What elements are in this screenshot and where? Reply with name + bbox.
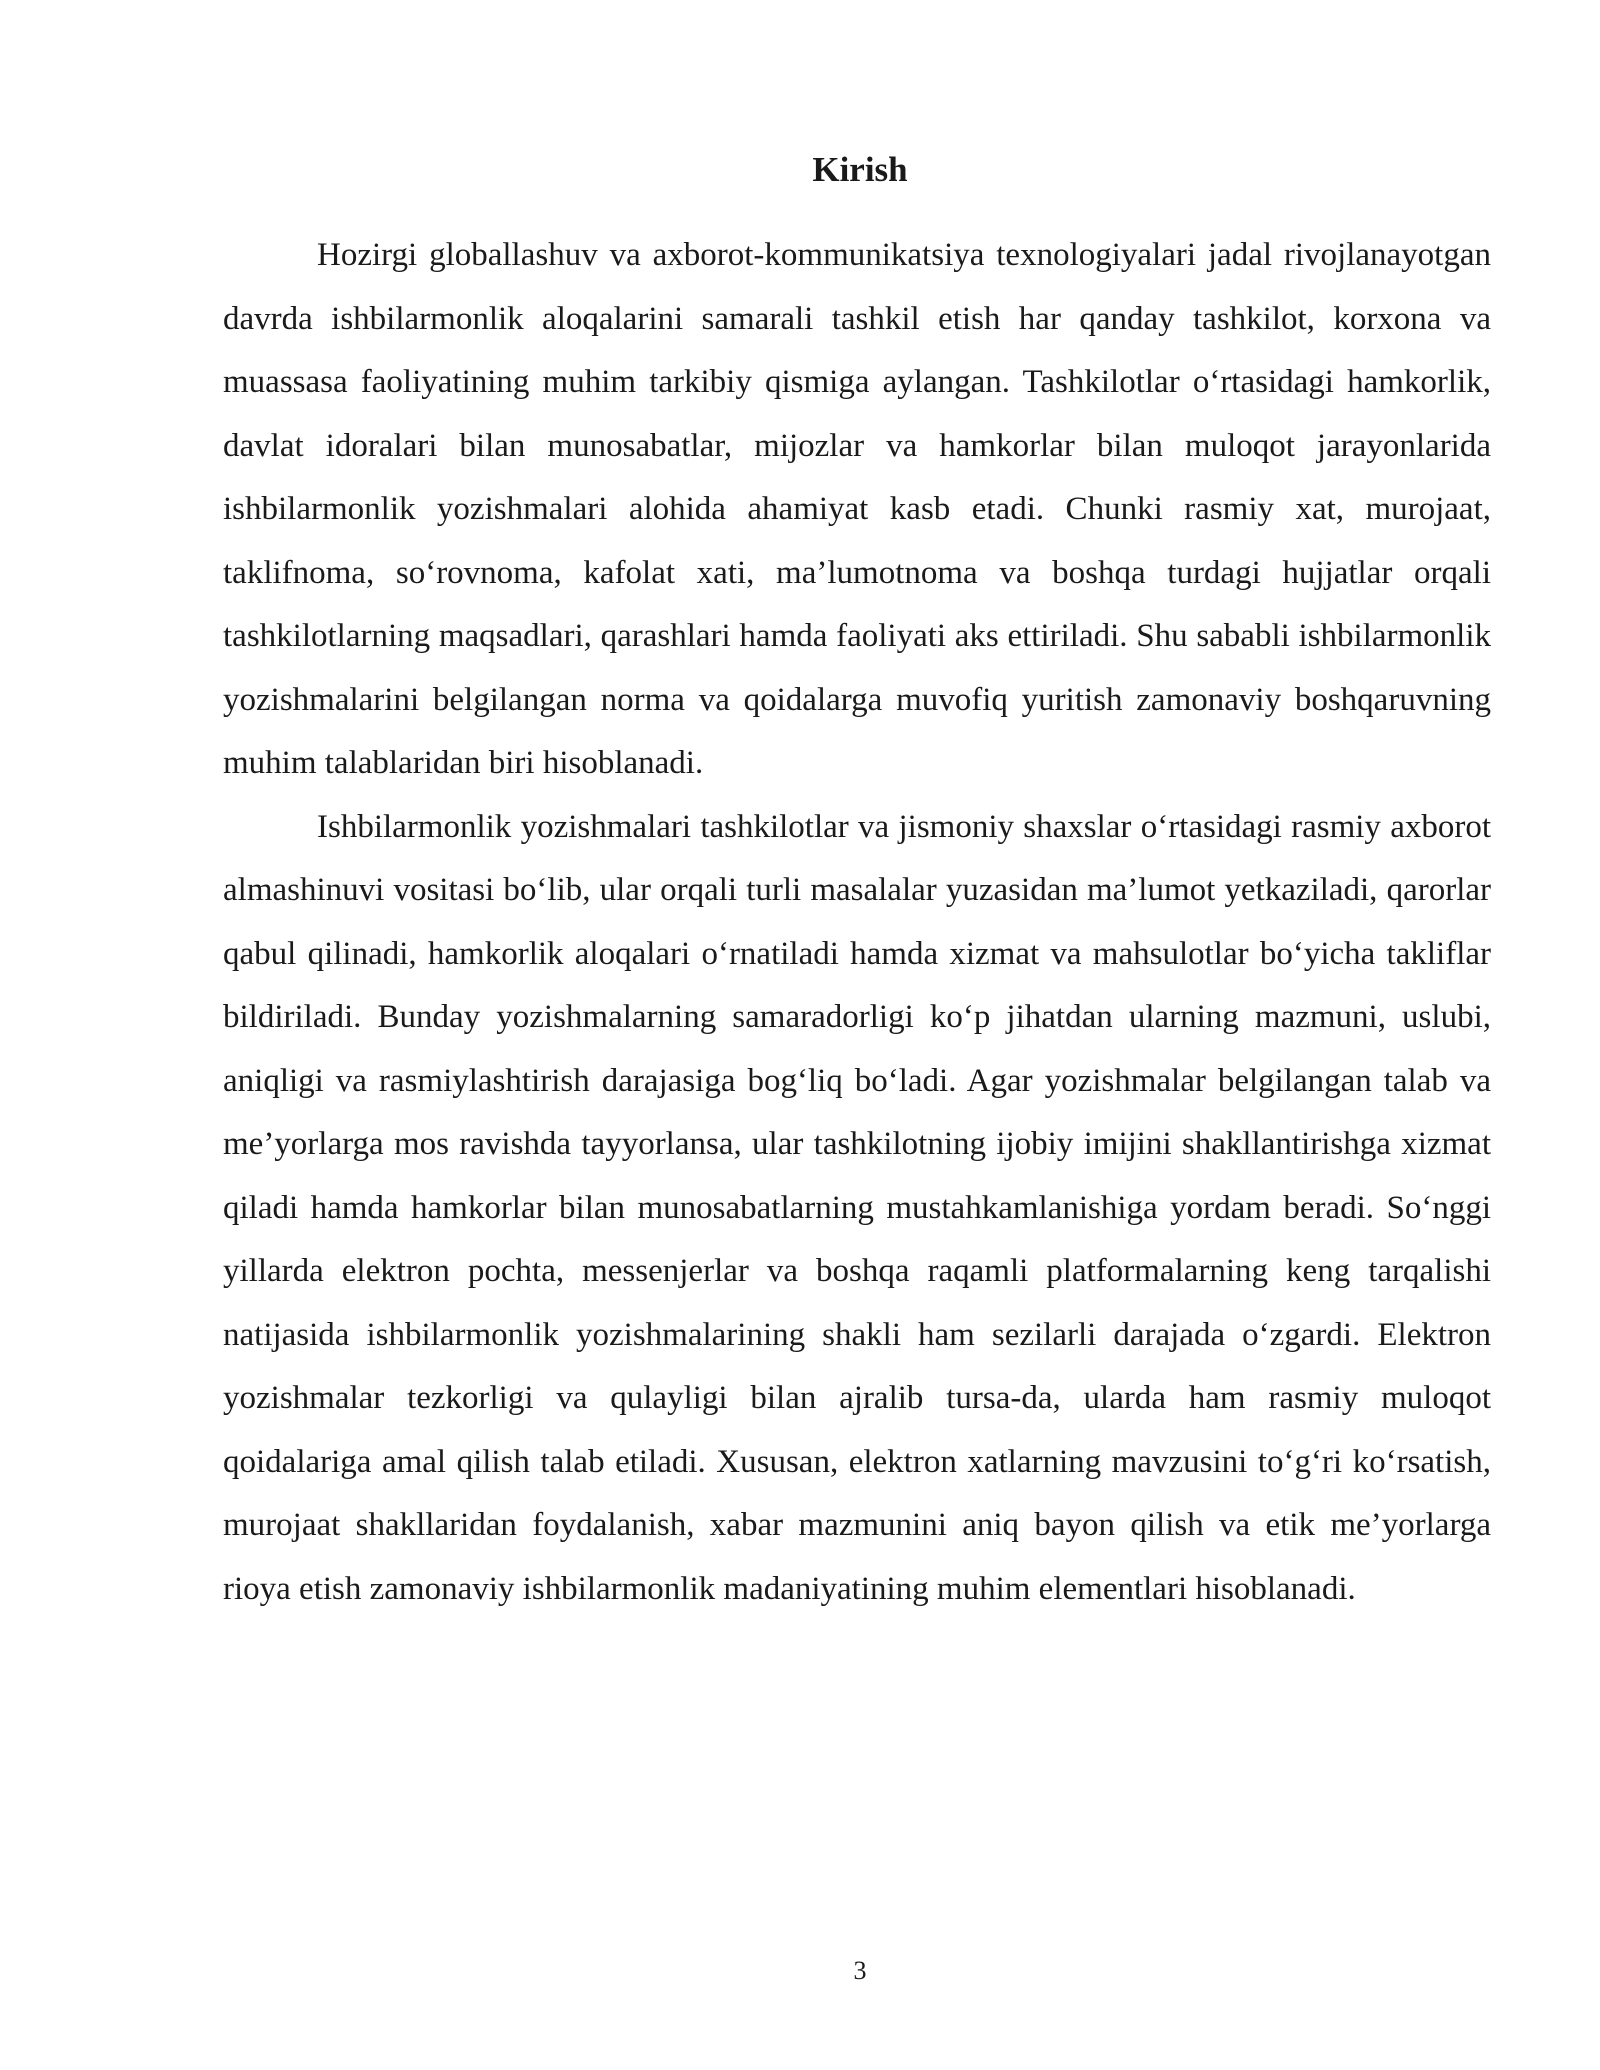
page-title: Kirish: [812, 150, 908, 189]
body-text: [223, 224, 1491, 1621]
page-number: 3: [853, 1956, 867, 1985]
paragraph-2: Ishbilarmonlik yozishmalari tashkilotlar va jismoniy shaxslar o‘rtasidagi rasmiy axborot almashinuvi vositasi bo‘lib, ular orqali turli masalalar yuzasidan ma’lumot yetkaziladi, qarorlar qabul qilinadi, hamkorlik aloqalari o‘rnatiladi hamda xizmat va mahsulotlar bo‘yicha takliflar bildiriladi. Bunday yozishmalarning samaradorligi ko‘p jihatdan ularning mazmuni, uslubi, aniqligi va rasmiylashtirish darajasiga bog‘liq bo‘ladi. Agar yozishmalar belgilangan talab va me’yorlarga mos ravishda tayyorlansa, ular tashkilotning ijobiy imijini shakllantirishga xizmat qiladi hamda hamkorlar bilan munosabatlarning mustahkamlanishiga yordam beradi. So‘nggi yillarda elektron pochta, messenjerlar va boshqa raqamli platformalarning keng tarqalishi natijasida ishbilarmonlik yozishmalarining shakli ham sezilarli darajada o‘zgardi. Elektron yozishmalar tezkorligi va qulayligi bilan ajralib tursa-da, ularda ham rasmiy muloqot qoidalariga amal qilish talab etiladi. Xususan, elektron xatlarning mavzusini to‘g‘ri ko‘rsatish, murojaat shakllaridan foydalanish, xabar mazmunini aniq bayon qilish va etik me’yorlarga rioya etish zamonaviy ishbilarmonlik madaniyatining muhim elementlari hisoblanadi.: [223, 808, 1491, 1607]
paragraph-1: Hozirgi globallashuv va axborot-kommunikatsiya texnologiyalari jadal rivojlanayotgan davrda ishbilarmonlik aloqalarini samarali tashkil etish har qanday tashkilot, korxona va muassasa faoliyatining muhim tarkibiy qismiga aylangan. Tashkilotlar o‘rtasidagi hamkorlik, davlat idoralari bilan munosabatlar, mijozlar va hamkorlar bilan muloqot jarayonlarida ishbilarmonlik yozishmalari alohida ahamiyat kasb etadi. Chunki rasmiy xat, murojaat, taklifnoma, so‘rovnoma, kafolat xati, ma’lumotnoma va boshqa turdagi hujjatlar orqali tashkilotlarning maqsadlari, qarashlari hamda faoliyati aks ettiriladi. Shu sababli ishbilarmonlik yozishmalarini belgilangan norma va qoidalarga muvofiq yuritish zamonaviy boshqaruvning muhim talablaridan biri hisoblanadi.: [223, 237, 1491, 781]
